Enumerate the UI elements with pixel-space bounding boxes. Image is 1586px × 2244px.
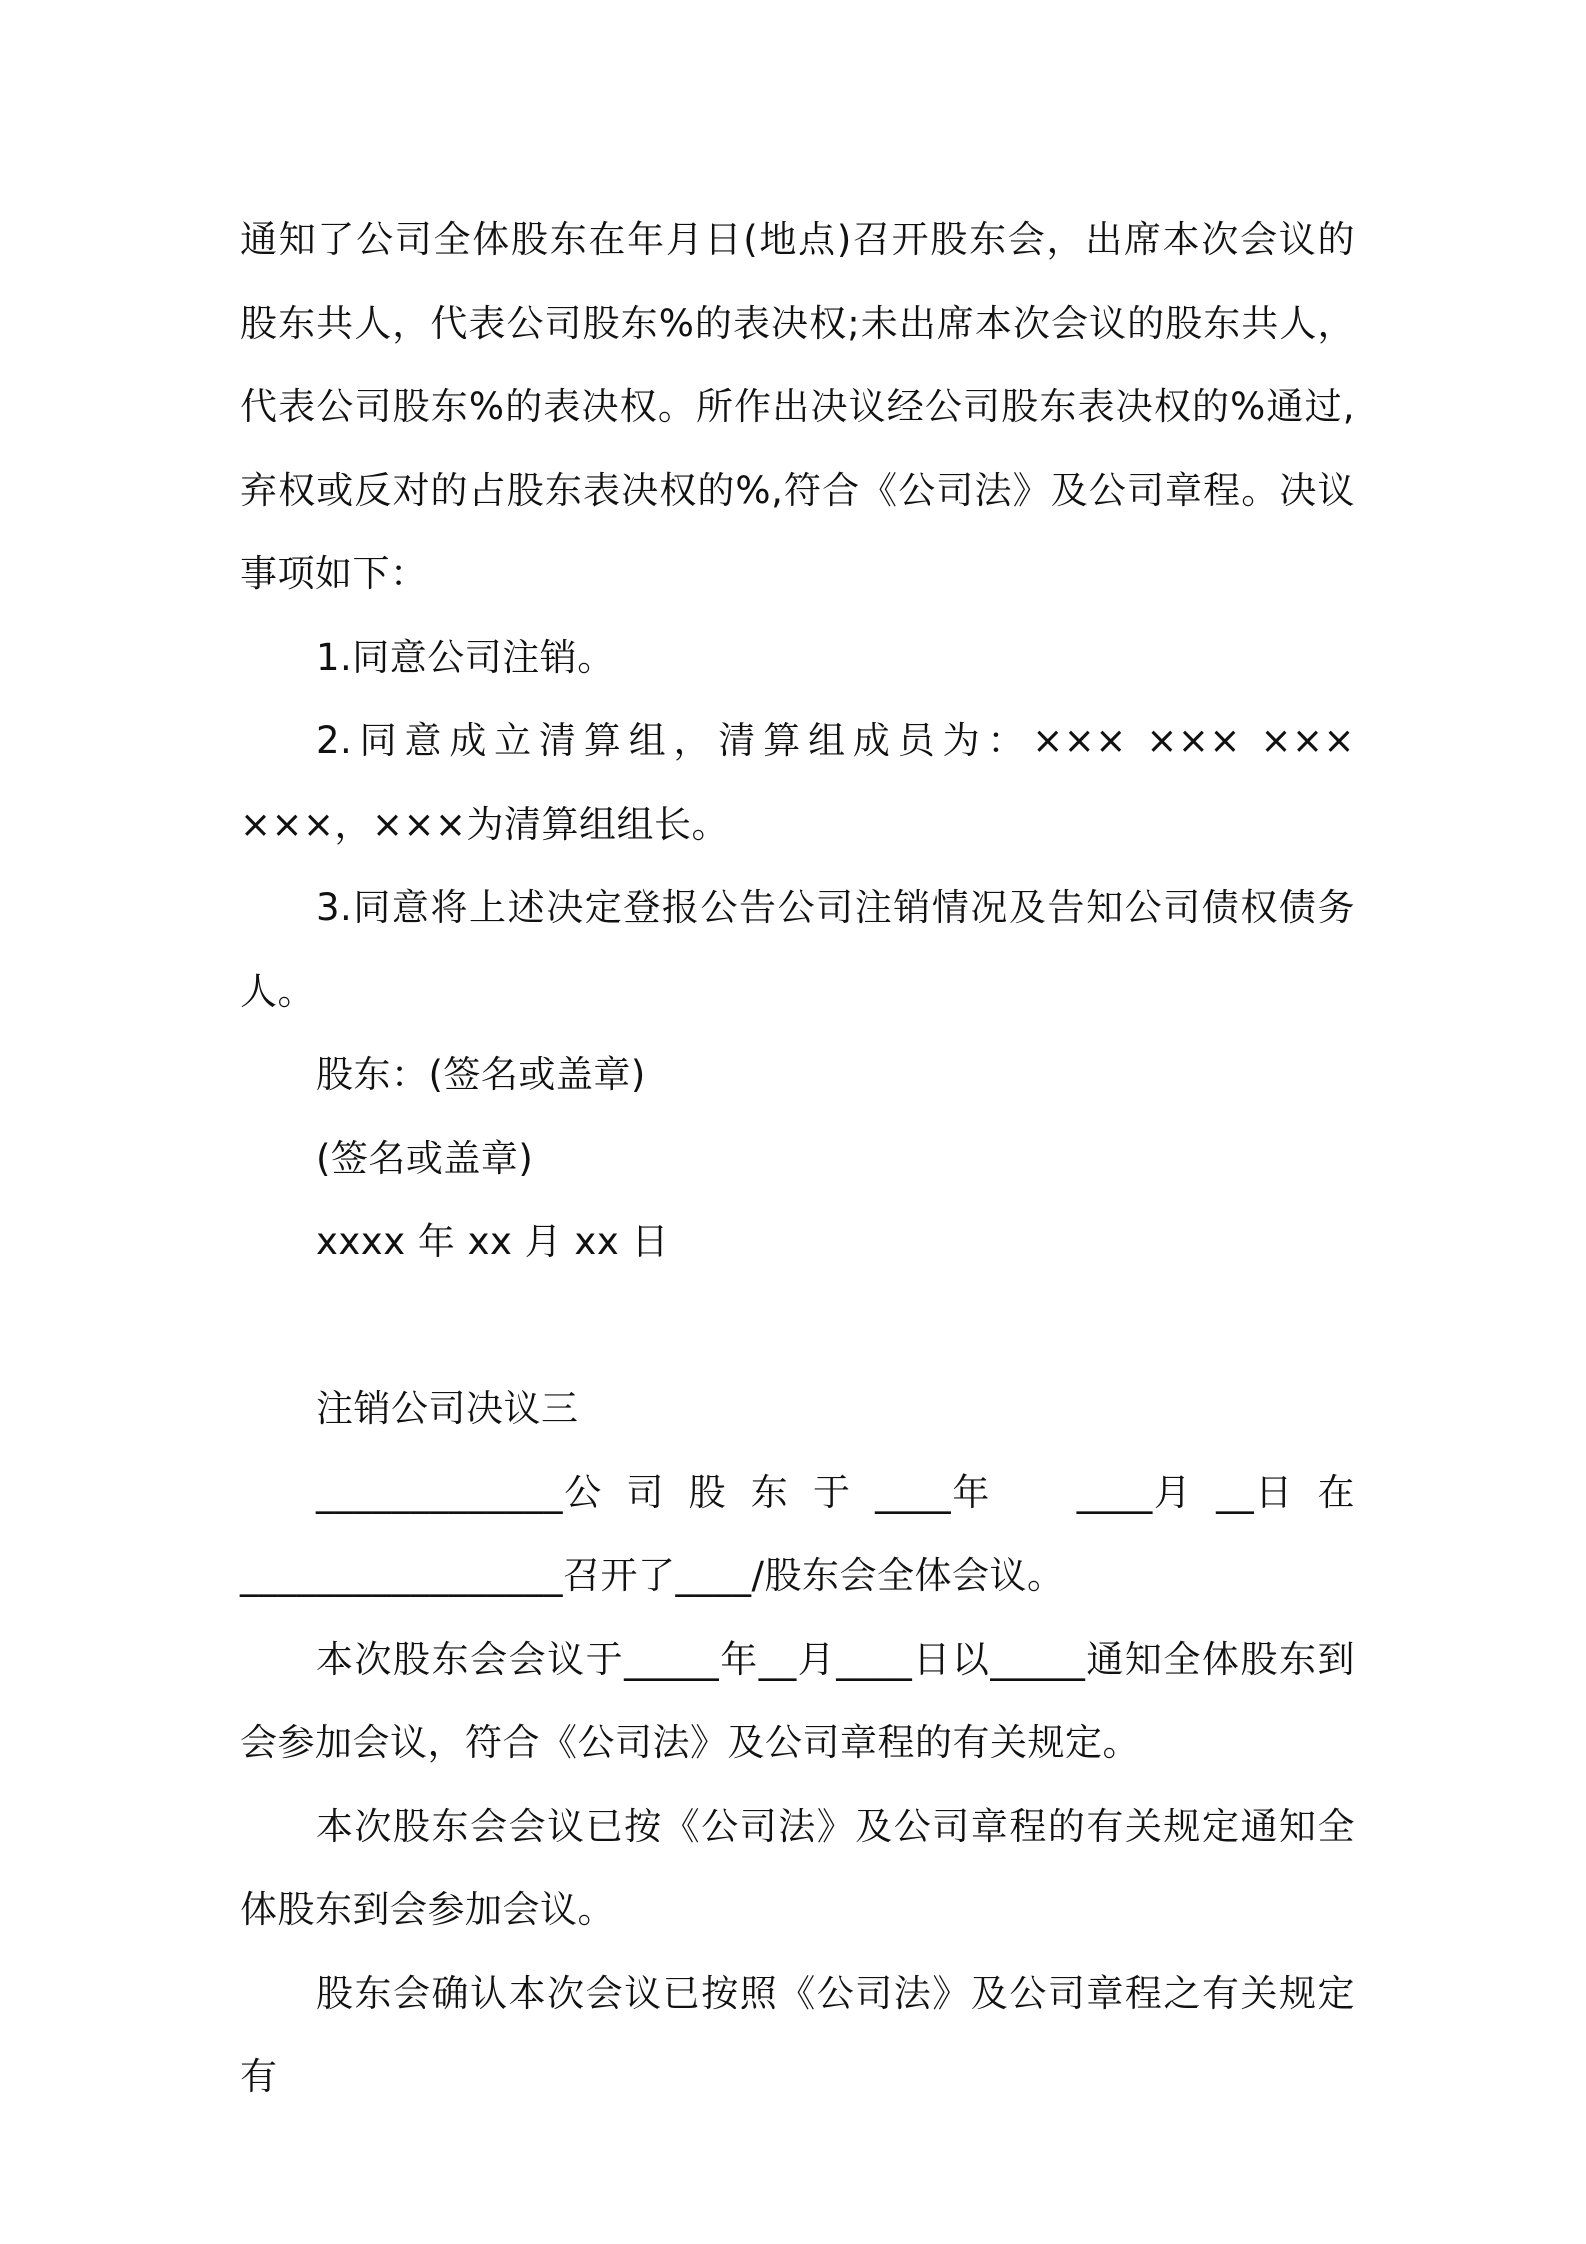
shareholder-signature-line: 股东：(签名或盖章) — [316, 1053, 646, 1096]
paragraph-meeting-notice: 通知了公司全体股东在年月日(地点)召开股东会，出席本次会议的股东共人，代表公司股东%的表决权;未出席本次会议的股东共人，代表公司股东%的表决权。所作出决议经公司股东表决权的%通过,弃权或反对的占股东表决权的%,符合《公司法》及公司章程。决议事项如下： — [240, 218, 1355, 595]
date-line: xxxx 年 xx 月 xx 日 — [316, 1220, 669, 1263]
fill-in-line-meeting-location: _________________召开了____/股东会全体会议。 — [240, 1554, 1065, 1597]
paragraph-confirmation: 股东会确认本次会议已按照《公司法》及公司章程之有关规定有 — [240, 1971, 1355, 2098]
resolution-item-2: 2.同意成立清算组，清算组成员为：××× ××× ××× ×××，×××为清算组组长。 — [240, 719, 1355, 846]
resolution-item-3: 3.同意将上述决定登报公告公司注销情况及告知公司债权债务人。 — [240, 886, 1355, 1013]
blank-spacer — [240, 1284, 1355, 1368]
resolution-item-1: 1.同意公司注销。 — [316, 635, 615, 679]
paragraph-notification-compliance: 本次股东会会议已按《公司法》及公司章程的有关规定通知全体股东到会参加会议。 — [240, 1804, 1355, 1931]
paragraph-meeting-date-notice: 本次股东会会议于_____年__月____日以_____通知全体股东到会参加会议，符合《公司法》及公司章程的有关规定。 — [240, 1637, 1355, 1764]
signature-line: (签名或盖章) — [316, 1136, 534, 1180]
document-body — [240, 198, 1355, 2119]
section-title: 注销公司决议三 — [316, 1387, 579, 1430]
fill-in-line-shareholders-meeting: _____________公 司 股 东 于 ____年 ____月 __日 在 — [316, 1470, 1355, 1514]
